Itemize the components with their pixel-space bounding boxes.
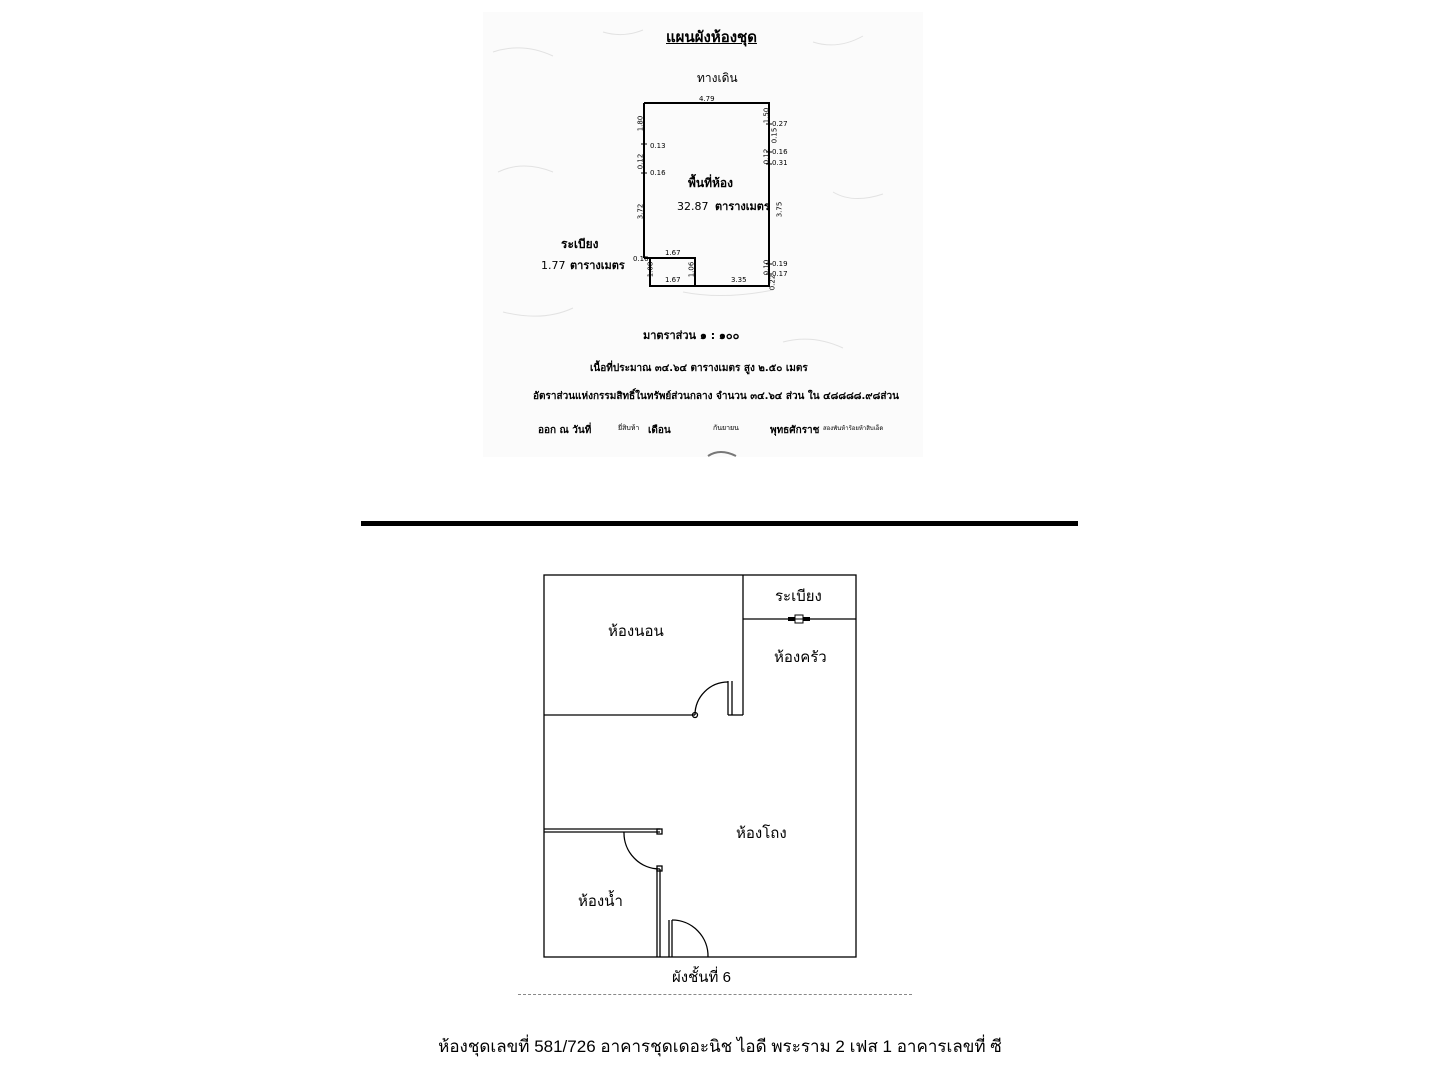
dim-bal-top: 1.67 (665, 249, 681, 257)
dim-right-h: 0.22 (768, 274, 777, 291)
deed-floor-plan (483, 12, 923, 457)
balcony-area-value: 1.77 (541, 259, 566, 272)
year-value: สองพันห้าร้อยห้าสิบเอ็ด (823, 425, 884, 432)
dim-right-top: 1.50 (762, 107, 771, 124)
month-label: เดือน (648, 425, 671, 436)
balcony-label: ระเบียง (561, 237, 599, 251)
dim-left-b: 0.16 (650, 169, 666, 177)
dim-bal-bottom: 1.67 (665, 276, 681, 284)
issue-day: ยี่สิบห้า (618, 424, 640, 432)
dim-bal-left: 1.08 (646, 261, 655, 278)
deed-plan-title: แผนผังห้องชุด (666, 28, 757, 46)
dim-right-mid: 3.75 (775, 201, 784, 218)
living-room-label: ห้องโถง (736, 825, 787, 842)
scale-text: มาตราส่วน ๑ : ๑๐๐ (643, 329, 740, 342)
issue-label: ออก ณ วันที่ (538, 425, 592, 436)
dim-right-a: 0.27 (772, 120, 788, 128)
room-area-label: พื้นที่ห้อง (688, 176, 733, 190)
dim-right-g: 0.17 (772, 270, 788, 278)
unit-floor-plan (520, 566, 920, 998)
dim-left-top: 1.80 (636, 115, 645, 132)
walkway-label: ทางเดิน (697, 71, 738, 85)
bathroom-label: ห้องน้ำ (578, 893, 623, 910)
dim-top: 4.79 (699, 95, 715, 103)
room-area-value: 32.87 (677, 200, 709, 213)
kitchen-label: ห้องครัว (774, 649, 827, 666)
balcony-room-label: ระเบียง (775, 588, 822, 605)
dim-right-c: 0.31 (772, 159, 788, 167)
bedroom-label: ห้องนอน (608, 623, 664, 640)
dim-left-a: 0.13 (650, 142, 666, 150)
dim-bal-corner: 0.10 (633, 255, 649, 263)
dim-right-f: 0.19 (772, 260, 788, 268)
dim-bal-right: 1.06 (687, 261, 696, 278)
room-area-unit: ตารางเมตร (715, 200, 770, 213)
unit-caption: ห้องชุดเลขที่ 581/726 อาคารชุดเดอะนิช ไอดี พระราม 2 เฟส 1 อาคารเลขที่ ซี (438, 1037, 1002, 1056)
month-value: กันยายน (713, 424, 739, 432)
balcony-area-unit: ตารางเมตร (570, 259, 625, 272)
dim-left-c: 0.12 (636, 153, 645, 170)
area-line: เนื้อที่ประมาณ ๓๔.๖๔ ตารางเมตร สูง ๒.๕๐ เมตร (590, 363, 808, 374)
dim-bottom: 3.35 (731, 276, 747, 284)
dashed-separator (518, 994, 912, 995)
dim-right-i: 0.10 (762, 259, 771, 276)
floor-label: ผังชั้นที่ 6 (672, 969, 731, 986)
dim-right-e: 0.15 (770, 127, 779, 144)
floor-plan-walls (520, 566, 920, 998)
dim-left-mid: 3.72 (636, 203, 645, 220)
section-divider (361, 521, 1078, 526)
dim-right-b: 0.16 (772, 148, 788, 156)
year-label: พุทธศักราช (770, 425, 820, 436)
dim-right-d: 0.12 (762, 148, 771, 165)
ratio-line: อัตราส่วนแห่งกรรมสิทธิ์ในทรัพย์ส่วนกลาง จำนวน ๓๔.๖๔ ส่วน ใน ๔๘๘๘๘.๙๘ส่วน (533, 391, 899, 402)
